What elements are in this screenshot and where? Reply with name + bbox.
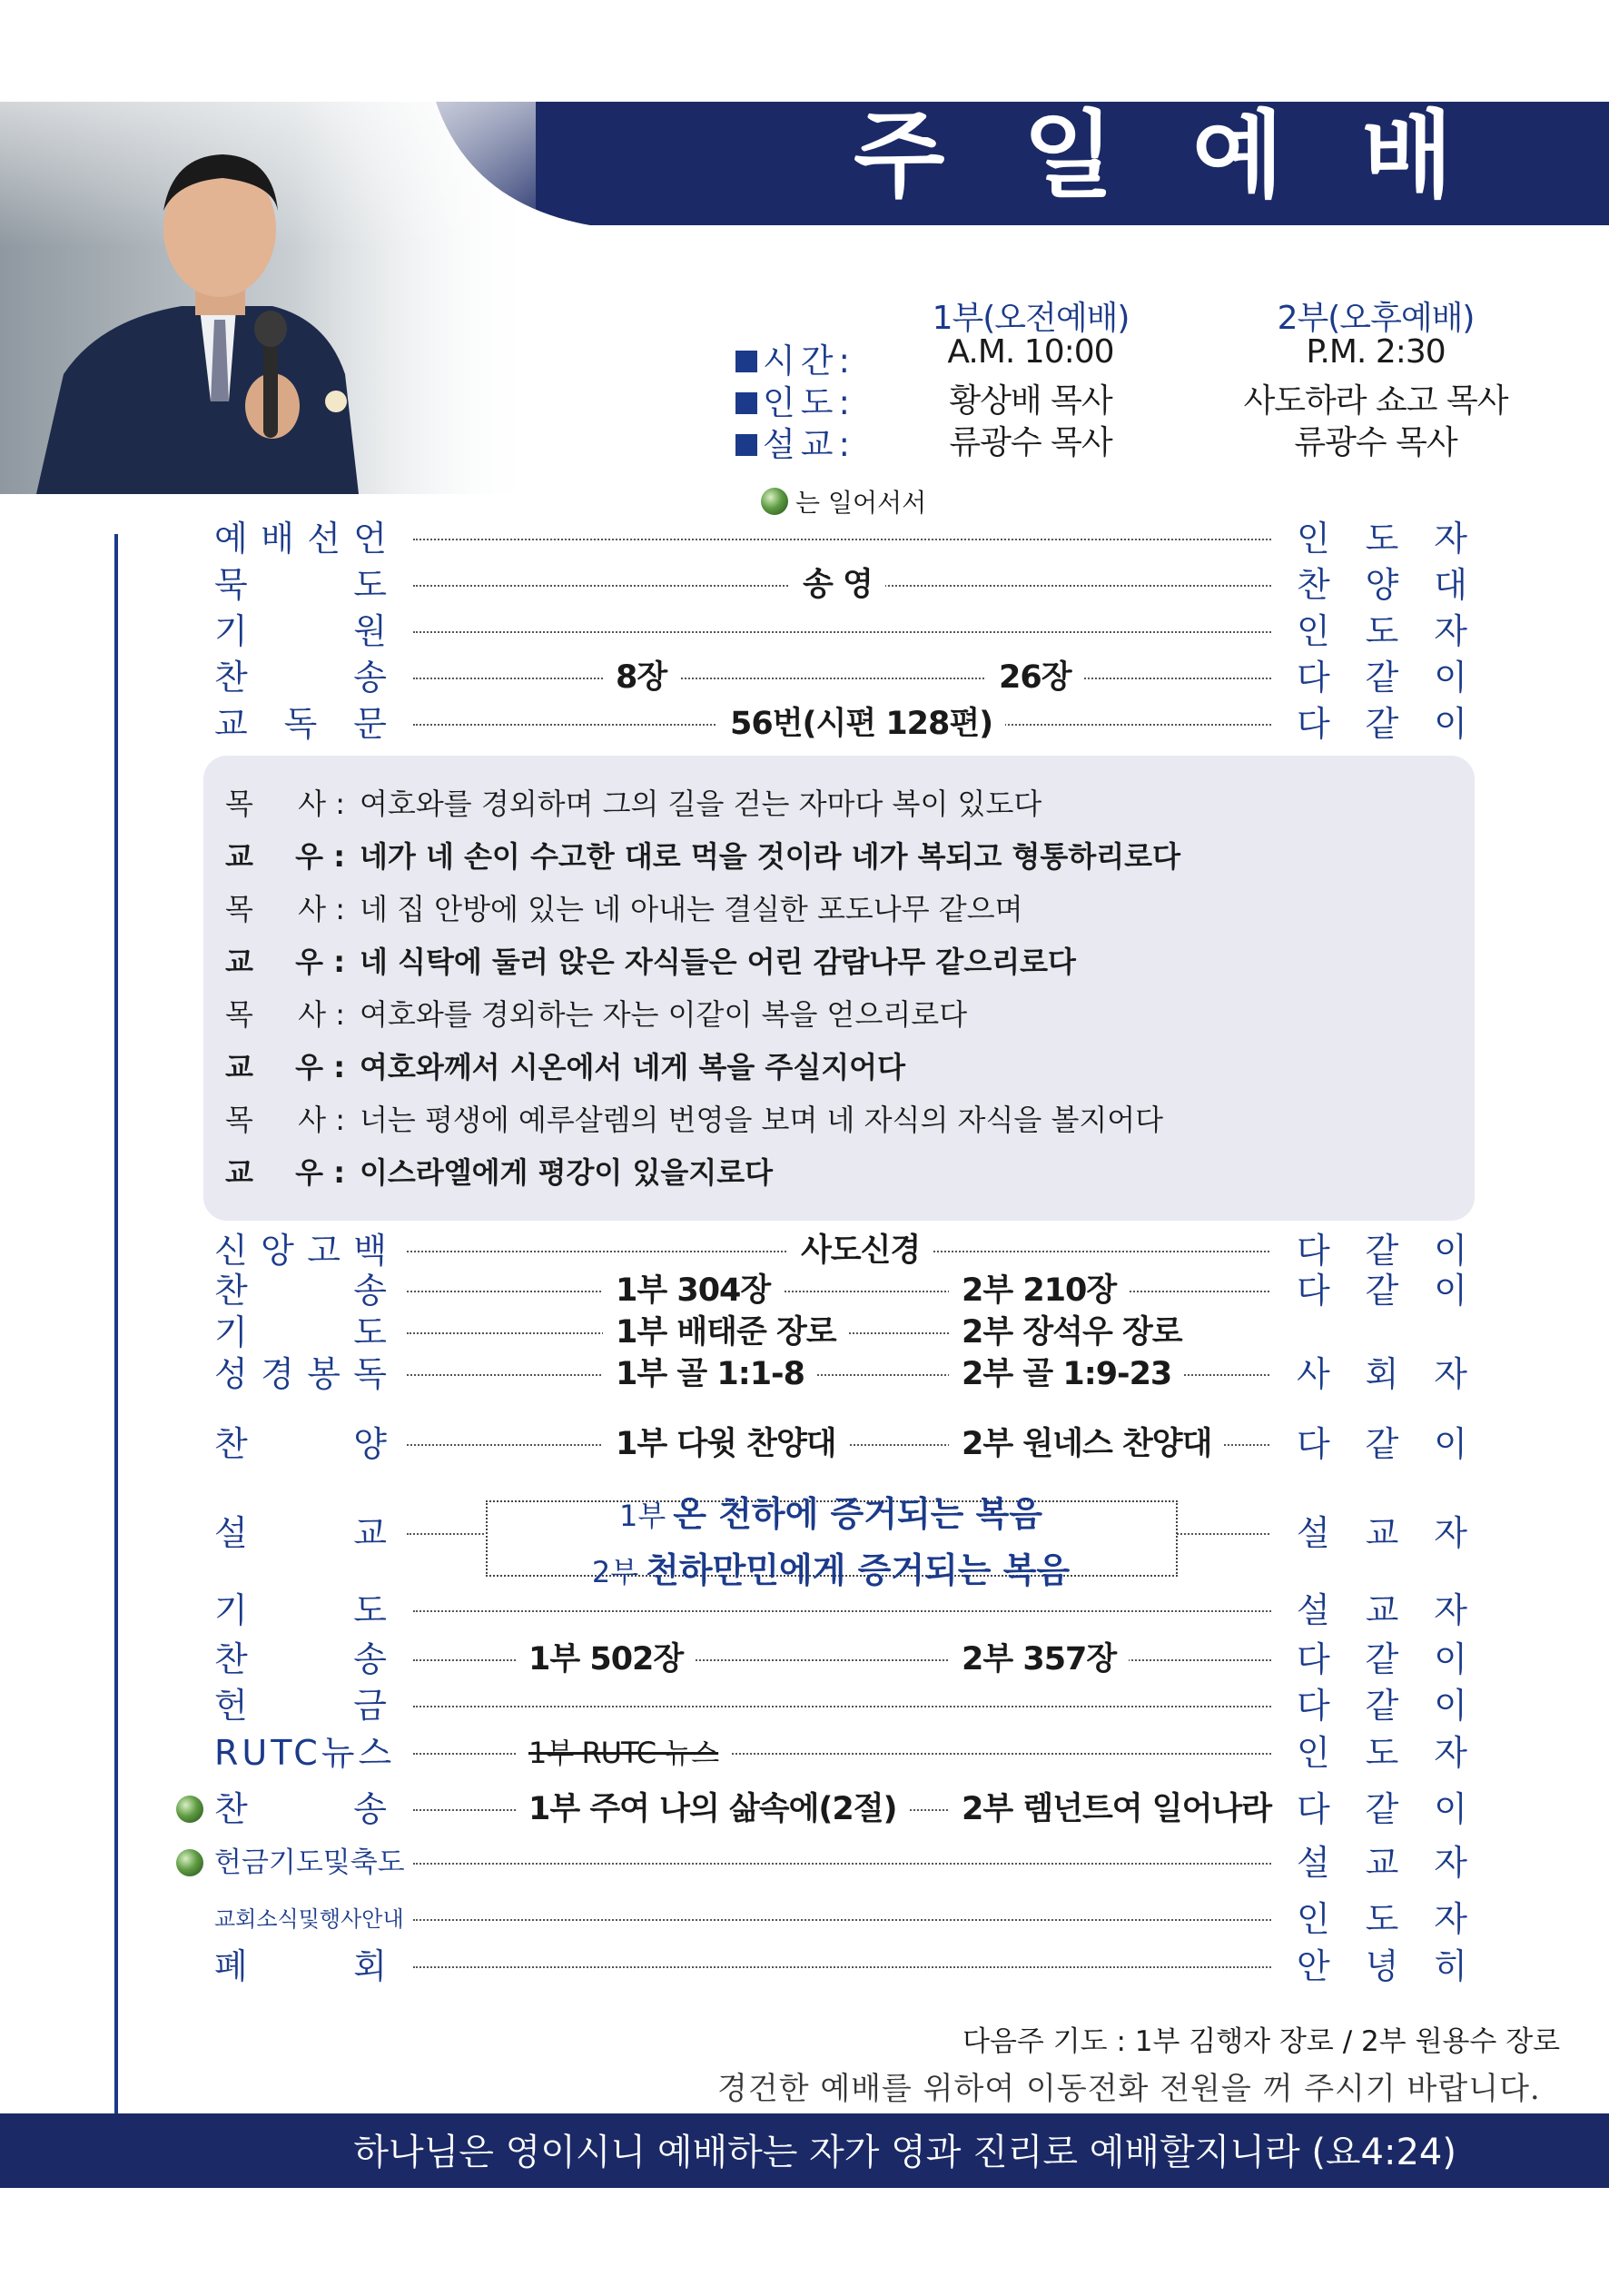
info-label-time: 시간: <box>735 333 855 382</box>
order-left: 8장 <box>603 655 679 700</box>
order-left: 1부 502장 <box>516 1637 696 1682</box>
order-role: 다 같 이 <box>1297 704 1467 744</box>
order-role: 찬 양 대 <box>1297 565 1467 605</box>
order-label: RUTC뉴스 <box>214 1733 396 1773</box>
order-right: 2부 357장 <box>949 1637 1129 1682</box>
leader-part1: 황상배 목사 <box>949 382 1112 420</box>
order-center: 56번(시편 128편) <box>717 701 1005 747</box>
order-role: 인 도 자 <box>1297 1899 1467 1939</box>
sermon-title-part1: 1부 온 천하에 증거되는 복음 <box>618 1494 1043 1534</box>
order-role: 다 같 이 <box>1297 1424 1467 1464</box>
order-label: 신 앙 고 백 <box>214 1231 387 1271</box>
order-left: 1부 다윗 찬양대 <box>603 1421 849 1467</box>
page-title <box>854 96 1453 214</box>
order-role: 사 회 자 <box>1297 1354 1467 1394</box>
standing-note: 는 일어서서 <box>795 488 927 518</box>
order-row <box>0 1637 1609 1682</box>
order-role: 다 같 이 <box>1297 1639 1467 1679</box>
order-label: 찬 송 <box>214 1789 387 1829</box>
order-row <box>0 1730 1609 1776</box>
order-row <box>0 562 1609 608</box>
square-bullet-icon <box>735 434 757 456</box>
info-label-preacher: 설교: <box>735 417 855 466</box>
leader-dots <box>413 1966 1271 1968</box>
order-row <box>0 1268 1609 1313</box>
order-center: 사도신경 <box>788 1228 933 1273</box>
order-label: 헌금기도및축도 <box>214 1846 405 1879</box>
order-row <box>0 1786 1609 1832</box>
order-row <box>0 1683 1609 1728</box>
order-role: 다 같 이 <box>1297 1231 1467 1271</box>
order-row <box>0 1351 1609 1397</box>
reading-line: 교 우 : 네 식탁에 둘러 앉은 자식들은 어린 감람나무 같으리로다 <box>225 945 1076 979</box>
order-label: 교회소식및행사안내 <box>214 1906 404 1932</box>
title-char: 주 <box>854 100 945 211</box>
order-role: 설 교 자 <box>1297 1513 1467 1553</box>
order-row <box>0 516 1609 561</box>
order-label: 묵 도 <box>214 565 387 605</box>
order-label: 폐 회 <box>214 1946 387 1986</box>
order-label: 찬 양 <box>214 1424 387 1464</box>
order-left: 1부 골 1:1-8 <box>603 1351 817 1397</box>
order-role: 인 도 자 <box>1297 519 1467 559</box>
order-label: 찬 송 <box>214 1639 387 1679</box>
leader-dots <box>413 1863 1271 1865</box>
leader-dots <box>413 631 1271 633</box>
order-role: 설 교 자 <box>1297 1843 1467 1883</box>
reading-line: 목 사 : 여호와를 경외하며 그의 길을 걷는 자마다 복이 있도다 <box>225 787 1042 821</box>
order-row <box>0 655 1609 700</box>
order-right: 2부 렘넌트여 일어나라 <box>949 1786 1284 1832</box>
leader-dots <box>413 539 1271 540</box>
order-row <box>0 701 1609 747</box>
order-left: 1부 주여 나의 삶속에(2절) <box>516 1786 910 1832</box>
preacher-part2: 류광수 목사 <box>1294 424 1457 461</box>
order-label: 찬 송 <box>214 658 387 698</box>
order-right: 2부 골 1:9-23 <box>949 1351 1184 1397</box>
sermon-title-part2: 2부 천하만민에게 증거되는 복음 <box>591 1550 1071 1590</box>
order-right: 2부 210장 <box>949 1268 1129 1313</box>
order-row <box>0 1421 1609 1467</box>
order-row <box>0 1310 1609 1355</box>
order-row <box>0 1840 1609 1885</box>
order-row <box>0 1228 1609 1273</box>
leader-dots <box>413 1919 1271 1921</box>
preacher-part1: 류광수 목사 <box>949 424 1112 461</box>
standing-bullet-icon <box>176 1849 203 1876</box>
leader-dots <box>407 1291 1269 1292</box>
time-part2: P.M. 2:30 <box>1306 333 1446 371</box>
leader-dots <box>1177 1533 1269 1535</box>
order-label: 헌 금 <box>214 1686 387 1726</box>
order-label: 교 독 문 <box>214 704 387 744</box>
part1-header: 1부(오전예배) <box>932 300 1130 337</box>
title-char: 배 <box>1361 100 1453 211</box>
order-left: 1부 배태준 장로 <box>603 1310 849 1355</box>
part2-header: 2부(오후예배) <box>1277 300 1475 337</box>
leader-dots <box>407 1533 484 1535</box>
order-right: 2부 장석우 장로 <box>949 1310 1195 1355</box>
order-row <box>0 1944 1609 1989</box>
order-role: 다 같 이 <box>1297 658 1467 698</box>
time-part1: A.M. 10:00 <box>947 333 1114 371</box>
order-center: 송 영 <box>790 562 885 608</box>
order-row <box>0 1896 1609 1942</box>
order-left: 1부 304장 <box>603 1268 783 1313</box>
order-role: 설 교 자 <box>1297 1590 1467 1630</box>
order-role: 다 같 이 <box>1297 1271 1467 1311</box>
leader-part2: 사도하라 쇼고 목사 <box>1243 382 1508 420</box>
title-char: 일 <box>1022 100 1114 211</box>
reading-line: 교 우 : 이스라엘에게 평강이 있을지로다 <box>225 1155 774 1190</box>
leader-dots <box>413 1706 1271 1707</box>
info-label-leader: 인도: <box>735 375 855 424</box>
order-role: 다 같 이 <box>1297 1686 1467 1726</box>
order-label: 기 도 <box>214 1590 387 1630</box>
standing-legend <box>761 483 926 520</box>
order-label: 찬 송 <box>214 1271 387 1311</box>
order-role: 인 도 자 <box>1297 611 1467 651</box>
order-right: 2부 원네스 찬양대 <box>949 1421 1224 1467</box>
order-right: 26장 <box>986 655 1084 700</box>
order-label: 설 교 <box>214 1513 387 1553</box>
order-label: 기 원 <box>214 611 387 651</box>
pastor-photo <box>0 102 536 494</box>
next-week-prayer: 다음주 기도 : 1부 김행자 장로 / 2부 원용수 장로 <box>962 2025 1561 2058</box>
order-label: 기 도 <box>214 1312 387 1352</box>
reading-line: 목 사 : 네 집 안방에 있는 네 아내는 결실한 포도나무 같으며 <box>225 892 1023 926</box>
order-role: 다 같 이 <box>1297 1789 1467 1829</box>
phone-notice: 경건한 예배를 위하여 이동전화 전원을 꺼 주시기 바랍니다. <box>717 2071 1541 2107</box>
leader-dots <box>413 678 1271 679</box>
reading-line: 목 사 : 여호와를 경외하는 자는 이같이 복을 얻으리로다 <box>225 997 968 1032</box>
standing-bullet-icon <box>176 1796 203 1823</box>
square-bullet-icon <box>735 392 757 414</box>
order-row <box>0 1588 1609 1633</box>
leader-dots <box>413 1610 1271 1612</box>
standing-bullet-icon <box>761 488 788 515</box>
order-label: 성 경 봉 독 <box>214 1354 387 1394</box>
reading-line: 목 사 : 너는 평생에 예루살렘의 번영을 보며 네 자식의 자식을 볼지어다 <box>225 1103 1164 1137</box>
order-role: 안 녕 히 <box>1297 1946 1467 1986</box>
order-role: 인 도 자 <box>1297 1733 1467 1773</box>
reading-line: 교 우 : 여호와께서 시온에서 네게 복을 주실지어다 <box>225 1050 905 1084</box>
footer-verse: 하나님은 영이시니 예배하는 자가 영과 진리로 예배할지니라 (요4:24) <box>353 2132 1456 2173</box>
title-char: 예 <box>1192 100 1284 211</box>
order-label: 예 배 선 언 <box>214 519 387 559</box>
square-bullet-icon <box>735 351 757 372</box>
order-left: 1부 RUTC 뉴스 <box>516 1730 731 1776</box>
order-row <box>0 609 1609 654</box>
reading-line: 교 우 : 네가 네 손이 수고한 대로 먹을 것이라 네가 복되고 형통하리로다 <box>225 839 1180 874</box>
